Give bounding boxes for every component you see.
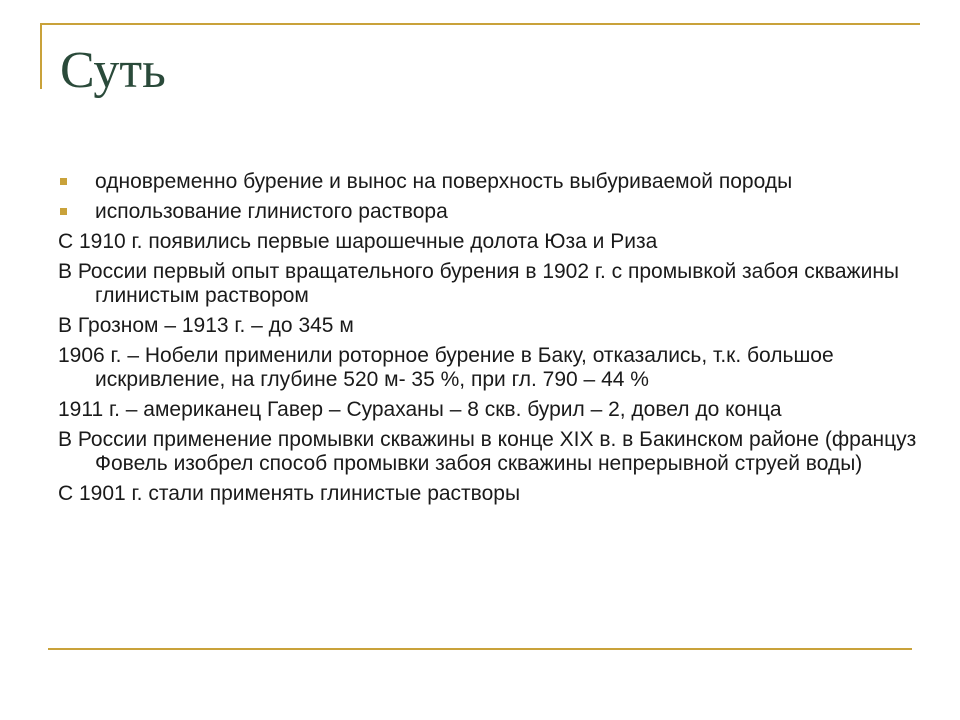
paragraph: В России применение промывки скважины в конце XIX в. в Бакинском районе (француз Фовель изобрел способ промывки забоя скважины непрерывной струей воды) (58, 428, 917, 475)
bullet-item (58, 170, 918, 194)
square-bullet-icon (60, 208, 67, 215)
paragraph: В России первый опыт вращательного бурения в 1902 г. с промывкой забоя скважины глинистым раствором (58, 260, 900, 307)
slide-title: Суть (60, 42, 166, 99)
paragraph: В Грозном – 1913 г. – до 345 м (58, 314, 354, 337)
paragraph: С 1910 г. появились первые шарошечные долота Юза и Риза (58, 230, 658, 253)
bullet-item (58, 200, 918, 224)
paragraph: С 1901 г. стали применять глинистые растворы (58, 482, 521, 505)
slide-content (58, 170, 918, 512)
top-divider (40, 23, 920, 25)
bullet-text: одновременно бурение и вынос на поверхность выбуриваемой породы (95, 170, 793, 193)
left-divider (40, 23, 42, 89)
bottom-divider (48, 648, 912, 650)
paragraph: 1911 г. – американец Гавер – Сураханы – 8 скв. бурил – 2, довел до конца (58, 398, 782, 421)
bullet-text: использование глинистого раствора (95, 200, 448, 223)
square-bullet-icon (60, 178, 67, 185)
paragraph: 1906 г. – Нобели применили роторное бурение в Баку, отказались, т.к. большое искривление, на глубине 520 м- 35 %, при гл. 790 – 44 % (58, 344, 834, 391)
